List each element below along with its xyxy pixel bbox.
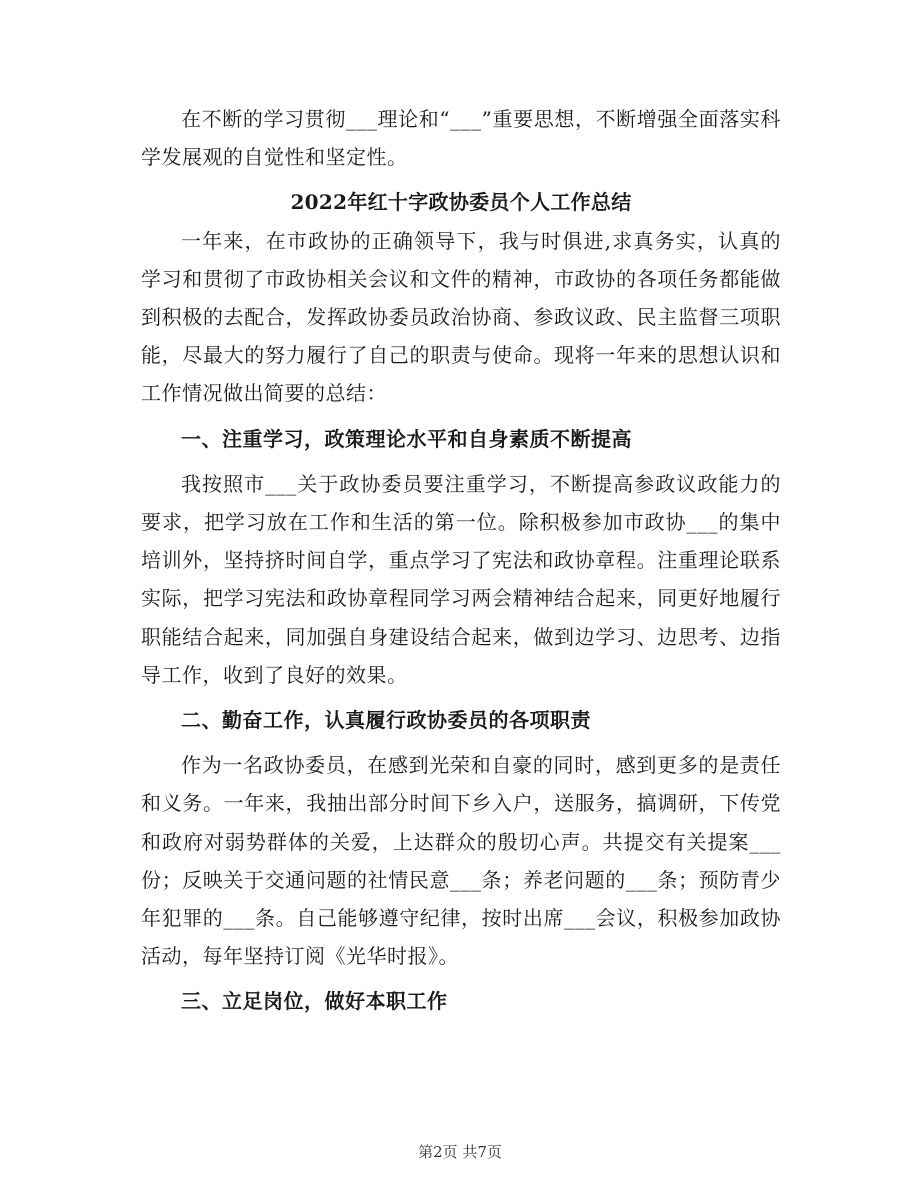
paragraph-3: 作为一名政协委员，在感到光荣和自豪的同时，感到更多的是责任和义务。一年来，我抽出部分时间下乡入户，送服务，搞调研，下传党和政府对弱势群体的关爱，上达群众的殷切心声。共提交有关提案___份；反映关于交通问题的社情民意___条；养老问题的___条；预防青少年犯罪的___条。自己能够遵守纪律，按时出席___会议，积极参加政协活动，每年坚持订阅《光华时报》。 bbox=[141, 753, 781, 969]
section-heading-2: 二、勤奋工作，认真履行政协委员的各项职责 bbox=[181, 708, 591, 733]
document-title: 2022年红十字政协委员个人工作总结 bbox=[290, 190, 632, 215]
page-number-footer: 第2页 共7页 bbox=[418, 1143, 502, 1161]
intro-paragraph: 在不断的学习贯彻___理论和“___”重要思想，不断增强全面落实科学发展观的自觉性和坚定性。 bbox=[141, 107, 781, 170]
section-heading-3: 三、立足岗位，做好本职工作 bbox=[181, 989, 448, 1014]
paragraph-1: 一年来，在市政协的正确领导下，我与时俱进,求真务实，认真的学习和贯彻了市政协相关会议和文件的精神，市政协的各项任务都能做到积极的去配合，发挥政协委员政治协商、参政议政、民主监督三项职能，尽最大的努力履行了自己的职责与使命。现将一年来的思想认识和工作情况做出简要的总结： bbox=[141, 228, 781, 406]
document-body bbox=[141, 100, 781, 1021]
section-heading-1: 一、注重学习，政策理论水平和自身素质不断提高 bbox=[181, 426, 632, 451]
paragraph-2: 我按照市___关于政协委员要注重学习，不断提高参政议政能力的要求，把学习放在工作和生活的第一位。除积极参加市政协___的集中培训外，坚持挤时间自学，重点学习了宪法和政协章程。注重理论联系实际，把学习宪法和政协章程同学习两会精神结合起来，同更好地履行职能结合起来，同加强自身建设结合起来，做到边学习、边思考、边指导工作，收到了良好的效果。 bbox=[141, 471, 781, 687]
